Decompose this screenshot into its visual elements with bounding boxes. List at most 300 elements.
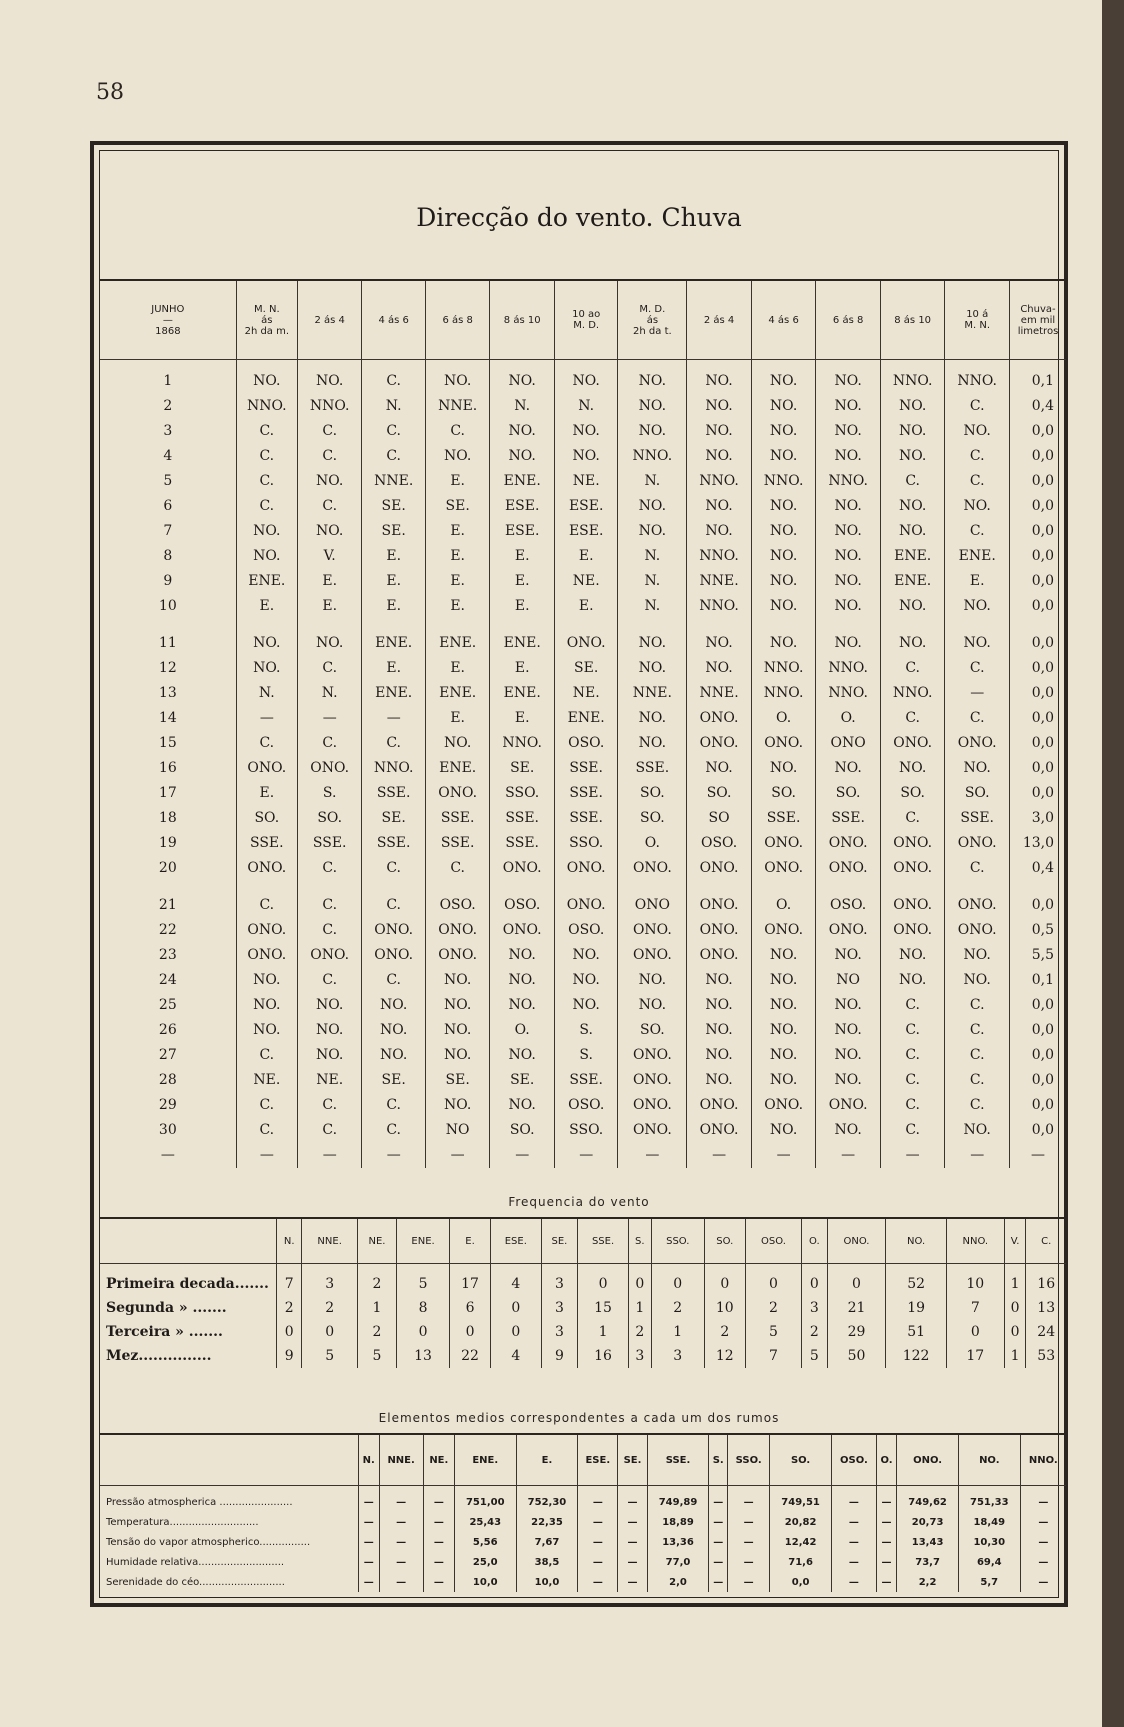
wind-cell: SO.: [618, 780, 687, 805]
wind-cell: C.: [297, 443, 362, 468]
day-cell: 17: [158, 784, 177, 801]
wind-cell: NO.: [687, 655, 752, 680]
wind-cell: NO.: [751, 942, 816, 967]
wind-cell: C.: [236, 418, 297, 443]
day-cell: 20: [158, 859, 177, 876]
day-cell: 14: [158, 709, 177, 726]
rain-cell: 0,0: [1009, 755, 1066, 780]
wind-cell: SSE.: [554, 1067, 617, 1092]
wind-cell: E.: [490, 543, 555, 568]
wind-cell: ONO.: [236, 755, 297, 780]
wind-cell: NNO.: [297, 393, 362, 418]
value-cell: —: [876, 1486, 896, 1513]
wind-cell: NO.: [751, 630, 816, 655]
count-cell: 0: [1004, 1320, 1026, 1344]
wind-cell: OSO.: [554, 730, 617, 755]
value-cell: 18,49: [958, 1512, 1020, 1532]
wind-cell: C.: [362, 967, 425, 992]
wind-cell: C.: [945, 1017, 1010, 1042]
wind-cell: NO.: [816, 1117, 881, 1142]
gap-cell: [751, 880, 816, 892]
day-cell: 12: [158, 659, 177, 676]
count-cell: 0: [1004, 1296, 1026, 1320]
wind-cell: NO.: [490, 418, 555, 443]
table-row: [100, 393, 1066, 418]
table-row: [100, 1344, 1066, 1368]
wind-cell: NO.: [618, 630, 687, 655]
gap-cell: [687, 618, 752, 630]
day-cell: 19: [158, 834, 177, 851]
value-cell: —: [876, 1532, 896, 1552]
wind-cell: NO.: [425, 967, 490, 992]
count-cell: 2: [704, 1320, 745, 1344]
wind-cell: ONO.: [236, 942, 297, 967]
column-header: M. N. ás 2h da m.: [236, 280, 297, 360]
wind-cell: C.: [945, 518, 1010, 543]
rain-cell: 0,0: [1009, 493, 1066, 518]
column-header: 10 á M. N.: [945, 280, 1010, 360]
table-row: [100, 942, 1066, 967]
table-frame: [90, 141, 1068, 1607]
row-label: Pressão atmospherica .......................: [106, 1496, 293, 1508]
wind-cell: NE.: [554, 680, 617, 705]
table-row: [100, 705, 1066, 730]
rain-cell: 0,5: [1009, 917, 1066, 942]
wind-cell: E.: [425, 593, 490, 618]
dash-cell: —: [425, 1142, 490, 1168]
wind-cell: NO.: [880, 755, 945, 780]
value-cell: —: [831, 1552, 876, 1572]
table-row: [100, 830, 1066, 855]
count-cell: 1: [578, 1320, 629, 1344]
wind-cell: NO.: [751, 518, 816, 543]
column-header: ONO.: [827, 1218, 886, 1264]
count-cell: 0: [802, 1264, 827, 1297]
table-row: [100, 568, 1066, 593]
wind-cell: NO.: [554, 992, 617, 1017]
wind-cell: C.: [945, 443, 1010, 468]
day-cell: 26: [158, 1021, 177, 1038]
wind-cell: NO.: [751, 967, 816, 992]
wind-cell: ONO.: [687, 1117, 752, 1142]
wind-cell: ONO.: [362, 942, 425, 967]
wind-cell: C.: [362, 855, 425, 880]
wind-cell: NO.: [945, 418, 1010, 443]
value-cell: —: [359, 1532, 380, 1552]
wind-cell: OSO.: [554, 1092, 617, 1117]
rain-cell: 0,0: [1009, 730, 1066, 755]
gap-cell: [236, 880, 297, 892]
wind-cell: SE.: [362, 518, 425, 543]
gap-cell: [490, 618, 555, 630]
wind-cell: ONO.: [618, 942, 687, 967]
count-cell: 17: [946, 1344, 1004, 1368]
row-label: Tensão do vapor atmospherico................: [106, 1536, 311, 1548]
gap-cell: [687, 880, 752, 892]
wind-cell: ENE.: [362, 630, 425, 655]
decade-gap-row: [100, 880, 1066, 892]
wind-cell: ONO.: [554, 630, 617, 655]
day-cell: 6: [163, 497, 173, 514]
dash-cell: —: [816, 1142, 881, 1168]
table-row: [100, 730, 1066, 755]
value-cell: 20,82: [770, 1512, 832, 1532]
value-cell: —: [618, 1552, 647, 1572]
page-number: 58: [96, 80, 124, 105]
wind-cell: NO: [816, 967, 881, 992]
wind-cell: NO.: [490, 1042, 555, 1067]
frequency-table: [100, 1217, 1066, 1368]
wind-cell: SSO.: [554, 1117, 617, 1142]
wind-cell: ONO.: [362, 917, 425, 942]
count-cell: 50: [827, 1344, 886, 1368]
value-cell: —: [728, 1532, 770, 1552]
wind-cell: NO.: [687, 443, 752, 468]
wind-cell: E.: [362, 568, 425, 593]
table-row: [100, 1042, 1066, 1067]
wind-cell: C.: [297, 855, 362, 880]
value-cell: —: [359, 1552, 380, 1572]
wind-cell: SO.: [618, 1017, 687, 1042]
wind-cell: SSE.: [425, 830, 490, 855]
wind-cell: ONO.: [490, 917, 555, 942]
count-cell: 7: [745, 1344, 801, 1368]
wind-cell: NNE.: [425, 393, 490, 418]
wind-cell: NO.: [945, 630, 1010, 655]
value-cell: —: [379, 1486, 423, 1513]
value-cell: —: [728, 1512, 770, 1532]
gap-cell: [880, 618, 945, 630]
wind-cell: OSO.: [816, 892, 881, 917]
day-cell: 2: [163, 397, 173, 414]
dash-cell: —: [236, 1142, 297, 1168]
column-header: O.: [876, 1434, 896, 1486]
count-cell: 0: [628, 1264, 651, 1297]
table-row: [100, 1320, 1066, 1344]
wind-cell: N.: [297, 680, 362, 705]
wind-cell: NO.: [297, 1017, 362, 1042]
wind-cell: C.: [362, 418, 425, 443]
wind-cell: NNO.: [687, 593, 752, 618]
wind-cell: NO.: [751, 1117, 816, 1142]
wind-cell: ENE.: [490, 630, 555, 655]
day-cell: 23: [158, 946, 177, 963]
count-cell: 29: [827, 1320, 886, 1344]
column-header: NO.: [958, 1434, 1020, 1486]
value-cell: 2,0: [647, 1572, 709, 1592]
dash-cell: —: [945, 1142, 1010, 1168]
wind-cell: NO.: [425, 1017, 490, 1042]
column-header: 8 ás 10: [880, 280, 945, 360]
wind-cell: SO.: [618, 805, 687, 830]
value-cell: 2,2: [897, 1572, 959, 1592]
wind-cell: ONO.: [687, 855, 752, 880]
column-header: NE.: [423, 1434, 454, 1486]
gap-cell: [100, 880, 236, 892]
column-header: SE.: [541, 1218, 578, 1264]
count-cell: 3: [541, 1264, 578, 1297]
wind-cell: NO.: [751, 992, 816, 1017]
column-header: NNO.: [946, 1218, 1004, 1264]
value-cell: —: [359, 1486, 380, 1513]
table-row: [100, 630, 1066, 655]
wind-cell: NO.: [687, 418, 752, 443]
wind-cell: SO.: [297, 805, 362, 830]
table-row: [100, 755, 1066, 780]
table-row: [100, 493, 1066, 518]
wind-cell: NNO.: [236, 393, 297, 418]
wind-cell: NO.: [236, 1017, 297, 1042]
wind-cell: ONO.: [816, 1092, 881, 1117]
count-cell: 19: [886, 1296, 946, 1320]
table-row: [100, 1552, 1066, 1572]
wind-cell: NO.: [945, 942, 1010, 967]
column-header: 4 ás 6: [751, 280, 816, 360]
count-cell: 0: [491, 1296, 541, 1320]
wind-cell: ONO.: [297, 755, 362, 780]
wind-cell: SSE.: [554, 780, 617, 805]
wind-cell: SO.: [945, 780, 1010, 805]
wind-cell: ENE.: [425, 755, 490, 780]
count-cell: 2: [357, 1264, 396, 1297]
book-edge: [1102, 0, 1124, 1727]
value-cell: —: [876, 1512, 896, 1532]
wind-cell: NO.: [880, 630, 945, 655]
count-cell: 4: [491, 1264, 541, 1297]
wind-cell: NO.: [687, 1067, 752, 1092]
value-cell: —: [876, 1552, 896, 1572]
column-header: SSE.: [647, 1434, 709, 1486]
gap-cell: [554, 618, 617, 630]
wind-cell: ONO: [618, 892, 687, 917]
wind-cell: NO.: [687, 393, 752, 418]
wind-cell: NO.: [297, 468, 362, 493]
count-cell: 2: [357, 1320, 396, 1344]
count-cell: 7: [946, 1296, 1004, 1320]
dash-cell: —: [1009, 1142, 1066, 1168]
value-cell: 749,51: [770, 1486, 832, 1513]
day-cell: 30: [158, 1121, 177, 1138]
wind-cell: NO.: [751, 1017, 816, 1042]
rain-cell: 0,0: [1009, 568, 1066, 593]
value-cell: 10,0: [454, 1572, 516, 1592]
count-cell: 0: [491, 1320, 541, 1344]
wind-cell: E.: [554, 543, 617, 568]
wind-cell: NO.: [618, 730, 687, 755]
wind-cell: NO.: [751, 543, 816, 568]
value-cell: 751,33: [958, 1486, 1020, 1513]
wind-cell: NO.: [554, 967, 617, 992]
wind-cell: ONO.: [236, 855, 297, 880]
wind-cell: NO.: [945, 755, 1010, 780]
value-cell: 77,0: [647, 1552, 709, 1572]
wind-cell: NE.: [236, 1067, 297, 1092]
row-label: Serenidade do céo...........................: [106, 1576, 285, 1588]
wind-cell: NNE.: [687, 680, 752, 705]
wind-cell: NO.: [816, 443, 881, 468]
table-row: [100, 680, 1066, 705]
wind-cell: NO.: [816, 1017, 881, 1042]
wind-cell: NO.: [816, 942, 881, 967]
wind-cell: C.: [880, 1117, 945, 1142]
wind-cell: C.: [236, 1092, 297, 1117]
count-cell: 13: [1026, 1296, 1066, 1320]
wind-cell: NO.: [490, 992, 555, 1017]
count-cell: 3: [302, 1264, 357, 1297]
value-cell: —: [578, 1532, 618, 1552]
wind-cell: E.: [945, 568, 1010, 593]
value-cell: 73,7: [897, 1552, 959, 1572]
column-header: NNO.: [1020, 1434, 1066, 1486]
wind-cell: SO.: [816, 780, 881, 805]
wind-cell: ONO: [816, 730, 881, 755]
wind-cell: C.: [945, 855, 1010, 880]
wind-cell: ENE.: [880, 543, 945, 568]
table-row: [100, 855, 1066, 880]
column-header: NNE.: [379, 1434, 423, 1486]
column-header: 8 ás 10: [490, 280, 555, 360]
column-header: ESE.: [491, 1218, 541, 1264]
rain-cell: 0,0: [1009, 418, 1066, 443]
value-cell: —: [831, 1532, 876, 1552]
wind-cell: O.: [751, 892, 816, 917]
count-cell: 2: [277, 1296, 302, 1320]
wind-cell: NO.: [880, 493, 945, 518]
value-cell: 38,5: [516, 1552, 578, 1572]
wind-cell: NO.: [880, 418, 945, 443]
wind-cell: NNE.: [362, 468, 425, 493]
count-cell: 10: [704, 1296, 745, 1320]
wind-cell: NNO.: [816, 468, 881, 493]
wind-cell: NO.: [554, 360, 617, 394]
wind-cell: NO.: [816, 518, 881, 543]
wind-cell: C.: [945, 1067, 1010, 1092]
dash-cell: —: [490, 1142, 555, 1168]
column-header: V.: [1004, 1218, 1026, 1264]
column-header: ESE.: [578, 1434, 618, 1486]
column-header: ENE.: [454, 1434, 516, 1486]
value-cell: —: [709, 1532, 728, 1552]
column-header: JUNHO — 1868: [100, 280, 236, 360]
gap-cell: [618, 880, 687, 892]
day-cell: 5: [163, 472, 173, 489]
wind-cell: NO.: [236, 967, 297, 992]
wind-cell: SSE.: [490, 830, 555, 855]
wind-cell: NO.: [880, 942, 945, 967]
wind-cell: V.: [297, 543, 362, 568]
wind-cell: ENE.: [425, 680, 490, 705]
wind-cell: O.: [816, 705, 881, 730]
wind-cell: ONO.: [687, 892, 752, 917]
dash-cell: —: [297, 1142, 362, 1168]
wind-cell: NO.: [687, 1042, 752, 1067]
value-cell: 13,43: [897, 1532, 959, 1552]
column-header: SO.: [770, 1434, 832, 1486]
wind-cell: SO.: [687, 780, 752, 805]
column-header: 2 ás 4: [297, 280, 362, 360]
rain-cell: 0,1: [1009, 967, 1066, 992]
wind-cell: C.: [236, 443, 297, 468]
value-cell: —: [618, 1532, 647, 1552]
wind-cell: NO.: [816, 493, 881, 518]
value-cell: —: [709, 1552, 728, 1572]
wind-cell: NO.: [236, 518, 297, 543]
elements-table: [100, 1433, 1066, 1592]
wind-cell: OSO.: [554, 917, 617, 942]
wind-cell: ONO.: [687, 1092, 752, 1117]
column-header: OSO.: [831, 1434, 876, 1486]
wind-cell: ENE.: [554, 705, 617, 730]
count-cell: 5: [802, 1344, 827, 1368]
wind-cell: NO.: [425, 443, 490, 468]
wind-cell: NO.: [687, 493, 752, 518]
wind-cell: ONO.: [425, 942, 490, 967]
wind-cell: E.: [425, 568, 490, 593]
wind-cell: NO.: [816, 992, 881, 1017]
wind-cell: ONO.: [618, 1042, 687, 1067]
wind-cell: O.: [490, 1017, 555, 1042]
wind-cell: ONO.: [687, 730, 752, 755]
wind-cell: ONO.: [297, 942, 362, 967]
wind-cell: E.: [425, 543, 490, 568]
value-cell: 25,43: [454, 1512, 516, 1532]
wind-cell: C.: [297, 917, 362, 942]
wind-cell: SSE.: [554, 755, 617, 780]
value-cell: —: [831, 1486, 876, 1513]
wind-cell: SE.: [425, 493, 490, 518]
row-label: Primeira decada.......: [106, 1276, 269, 1292]
count-cell: 0: [578, 1264, 629, 1297]
wind-table-header: [100, 280, 1066, 360]
wind-cell: C.: [880, 1092, 945, 1117]
rain-cell: 0,0: [1009, 680, 1066, 705]
value-cell: —: [423, 1512, 454, 1532]
wind-cell: NO.: [880, 518, 945, 543]
value-cell: —: [728, 1572, 770, 1592]
wind-cell: NO.: [880, 443, 945, 468]
count-cell: 122: [886, 1344, 946, 1368]
wind-cell: NO.: [751, 1042, 816, 1067]
decade-gap-row: [100, 618, 1066, 630]
value-cell: 752,30: [516, 1486, 578, 1513]
wind-cell: E.: [425, 655, 490, 680]
wind-cell: N.: [554, 393, 617, 418]
wind-cell: ONO.: [618, 1117, 687, 1142]
wind-cell: NO.: [751, 418, 816, 443]
value-cell: —: [578, 1572, 618, 1592]
count-cell: 51: [886, 1320, 946, 1344]
wind-cell: NO.: [297, 992, 362, 1017]
rain-cell: 5,5: [1009, 942, 1066, 967]
wind-cell: NO.: [618, 967, 687, 992]
value-cell: 0,0: [770, 1572, 832, 1592]
wind-cell: NO.: [816, 593, 881, 618]
wind-cell: E.: [236, 593, 297, 618]
table-row: [100, 593, 1066, 618]
dash-row: [100, 1142, 1066, 1168]
wind-cell: NO.: [236, 630, 297, 655]
value-cell: —: [578, 1512, 618, 1532]
wind-cell: NO.: [687, 518, 752, 543]
wind-cell: C.: [236, 468, 297, 493]
count-cell: 22: [450, 1344, 491, 1368]
wind-cell: SSE.: [362, 780, 425, 805]
wind-cell: E.: [425, 518, 490, 543]
wind-cell: ONO.: [618, 917, 687, 942]
column-header: SSO.: [651, 1218, 704, 1264]
value-cell: —: [379, 1572, 423, 1592]
wind-cell: NO.: [554, 443, 617, 468]
